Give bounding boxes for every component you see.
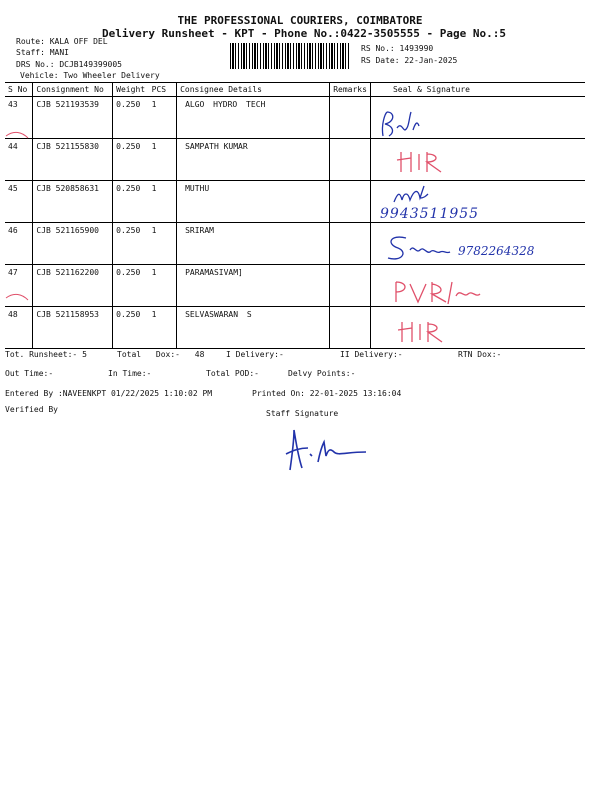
row-sno: 44 bbox=[5, 139, 33, 181]
row-remarks bbox=[330, 97, 371, 139]
barcode bbox=[230, 43, 350, 69]
table-row bbox=[5, 307, 585, 349]
row-consignment: CJB 520858631 bbox=[33, 181, 113, 223]
col-consignee: Consignee Details bbox=[177, 83, 330, 97]
row-sno: 48 bbox=[5, 307, 33, 349]
row-weight: 0.250 bbox=[113, 307, 149, 349]
ii-delivery: II Delivery:- bbox=[340, 350, 403, 359]
row-remarks bbox=[330, 139, 371, 181]
row-consignee: SAMPATH KUMAR bbox=[177, 139, 330, 181]
handwritten-phone-45: 9943511955 bbox=[380, 206, 480, 222]
row-sno: 46 bbox=[5, 223, 33, 265]
row-pcs: 1 bbox=[149, 223, 177, 265]
row-weight: 0.250 bbox=[113, 265, 149, 307]
row-consignment: CJB 521158953 bbox=[33, 307, 113, 349]
row-consignee: MUTHU bbox=[177, 181, 330, 223]
row-signature bbox=[370, 139, 585, 181]
row-consignment: CJB 521155830 bbox=[33, 139, 113, 181]
col-seal-signature: Seal & Signature bbox=[370, 83, 585, 97]
row-sno: 45 bbox=[5, 181, 33, 223]
row-remarks bbox=[330, 223, 371, 265]
vehicle-label: Vehicle: Two Wheeler Delivery bbox=[20, 71, 160, 80]
row-weight: 0.250 bbox=[113, 181, 149, 223]
row-pcs: 1 bbox=[149, 97, 177, 139]
row-consignee: ALGO HYDRO TECH bbox=[177, 97, 330, 139]
verified-by: Verified By bbox=[5, 405, 58, 414]
row-pcs: 1 bbox=[149, 307, 177, 349]
row-remarks bbox=[330, 307, 371, 349]
out-time: Out Time:- bbox=[5, 369, 54, 378]
col-consignment: Consignment No bbox=[33, 83, 113, 97]
row-signature bbox=[370, 307, 585, 349]
row-consignee: SRIRAM bbox=[177, 223, 330, 265]
table-row bbox=[5, 139, 585, 181]
row-sno: 43 bbox=[5, 97, 33, 139]
col-sno: S No bbox=[5, 83, 33, 97]
row-signature bbox=[370, 97, 585, 139]
staff-signature-label: Staff Signature bbox=[266, 409, 339, 418]
row-consignment: CJB 521193539 bbox=[33, 97, 113, 139]
total-dox: Total Dox:- 48 bbox=[117, 350, 205, 359]
col-weight: Weight bbox=[113, 83, 149, 97]
total-pod: Total POD:- bbox=[206, 369, 259, 378]
printed-on: Printed On: 22-01-2025 13:16:04 bbox=[252, 389, 402, 398]
row-weight: 0.250 bbox=[113, 223, 149, 265]
table-header-row bbox=[5, 83, 585, 97]
handwritten-phone-46: 9782264328 bbox=[458, 244, 535, 258]
in-time: In Time:- bbox=[108, 369, 152, 378]
drs-number: DRS No.: DCJB149399005 bbox=[16, 60, 122, 69]
row-pcs: 1 bbox=[149, 265, 177, 307]
rs-number: RS No.: 1493990 bbox=[361, 44, 434, 53]
staff-signature bbox=[280, 426, 370, 472]
runsheet-table bbox=[5, 82, 585, 349]
row-remarks bbox=[330, 181, 371, 223]
company-title: THE PROFESSIONAL COURIERS, COIMBATORE bbox=[177, 14, 423, 27]
row-weight: 0.250 bbox=[113, 139, 149, 181]
row-pcs: 1 bbox=[149, 139, 177, 181]
runsheet-subtitle: Delivery Runsheet - KPT - Phone No.:0422-3505555 - Page No.:5 bbox=[102, 27, 506, 40]
rs-date: RS Date: 22-Jan-2025 bbox=[361, 56, 458, 65]
row-pcs: 1 bbox=[149, 181, 177, 223]
row-consignee: SELVASWARAN S bbox=[177, 307, 330, 349]
table-row bbox=[5, 265, 585, 307]
row-sno: 47 bbox=[5, 265, 33, 307]
total-runsheet: Tot. Runsheet:- 5 bbox=[5, 350, 87, 359]
row-remarks bbox=[330, 265, 371, 307]
table-row bbox=[5, 181, 585, 223]
route-label: Route: KALA OFF DEL bbox=[16, 37, 108, 46]
row-signature bbox=[370, 265, 585, 307]
staff-label: Staff: MANI bbox=[16, 48, 69, 57]
i-delivery: I Delivery:- bbox=[226, 350, 284, 359]
table-row bbox=[5, 97, 585, 139]
row-consignment: CJB 521165900 bbox=[33, 223, 113, 265]
rtn-dox: RTN Dox:- bbox=[458, 350, 502, 359]
entered-by: Entered By :NAVEENKPT 01/22/2025 1:10:02 PM bbox=[5, 389, 213, 398]
row-consignee: PARAMASIVAM] bbox=[177, 265, 330, 307]
col-pcs: PCS bbox=[149, 83, 177, 97]
delivery-points: Delvy Points:- bbox=[288, 369, 356, 378]
row-consignment: CJB 521162200 bbox=[33, 265, 113, 307]
row-weight: 0.250 bbox=[113, 97, 149, 139]
col-remarks: Remarks bbox=[330, 83, 371, 97]
